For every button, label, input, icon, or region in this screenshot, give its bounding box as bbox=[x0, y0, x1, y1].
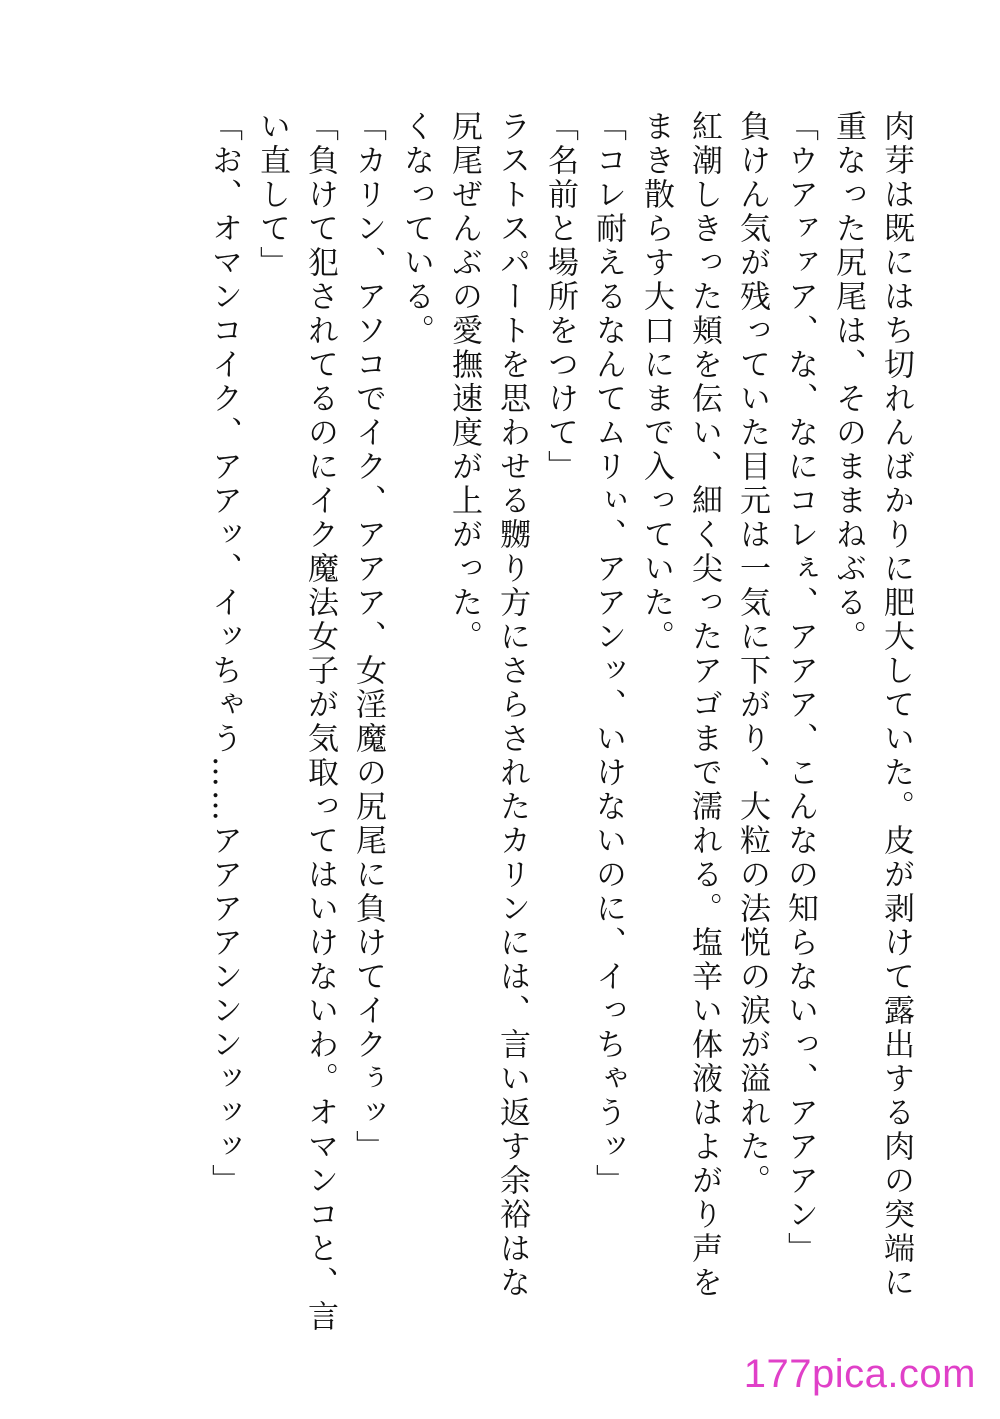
text-line: 「ウアァァア、な、なにコレぇ、アアア、こんなの知らないっ、アアアン」 bbox=[782, 110, 818, 1266]
text-line: 尻尾ぜんぶの愛撫速度が上がった。 bbox=[446, 110, 482, 654]
text-line: 負けん気が残っていた目元は一気に下がり、大粒の法悦の涙が溢れた。 bbox=[734, 110, 770, 1198]
text-line: くなっている。 bbox=[398, 110, 434, 348]
text-line: 紅潮しきった頬を伝い、細く尖ったアゴまで濡れる。塩辛い体液はよがり声を bbox=[686, 110, 722, 1300]
site-watermark: 177pica.com bbox=[743, 1352, 976, 1396]
text-line: 重なった尻尾は、そのままねぶる。 bbox=[830, 110, 866, 654]
vertical-text-block bbox=[200, 110, 920, 1340]
text-line: ラストスパートを思わせる嬲り方にさらされたカリンには、言い返す余裕はな bbox=[494, 110, 530, 1300]
text-line: 「負けて犯されてるのにイク魔法女子が気取ってはいけないわ。オマンコと、言 bbox=[302, 110, 338, 1334]
text-line: 肉芽は既にはち切れんばかりに肥大していた。皮が剥けて露出する肉の突端に bbox=[878, 110, 914, 1300]
text-line: 「コレ耐えるなんてムリぃ、アアンッ、いけないのに、イっちゃうッ」 bbox=[590, 110, 626, 1198]
text-line: 「お、オマンコイク、アアッ、イッちゃう……アアアアンンンッッッ」 bbox=[206, 110, 242, 1198]
text-line: い直して」 bbox=[254, 110, 290, 280]
text-line: 「カリン、アソコでイク、アアア、女淫魔の尻尾に負けてイクぅッ」 bbox=[350, 110, 386, 1164]
text-line: 「名前と場所をつけて」 bbox=[542, 110, 578, 484]
text-line: まき散らす大口にまで入っていた。 bbox=[638, 110, 674, 654]
